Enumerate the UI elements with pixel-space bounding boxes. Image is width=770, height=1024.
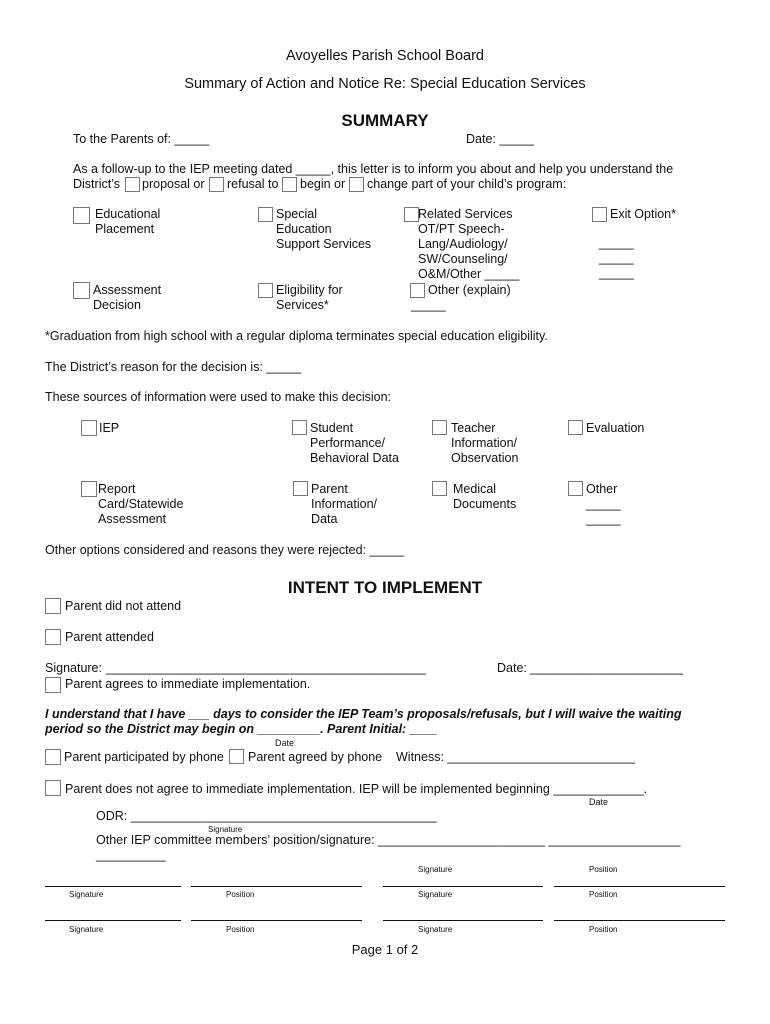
refusal-label: refusal to xyxy=(227,177,279,191)
signature-label: Signature: xyxy=(45,661,102,675)
educational-placement-checkbox[interactable] xyxy=(73,207,90,224)
member-signature-line[interactable] xyxy=(45,886,181,887)
special-education-label: Special Education Support Services xyxy=(276,207,372,251)
iep-checkbox[interactable] xyxy=(81,420,97,436)
educational-placement-label: Educational Placement xyxy=(95,207,161,236)
summary-date-field[interactable]: Date: _____ xyxy=(466,132,535,146)
intent-date-line[interactable]: ______________________ xyxy=(530,661,683,675)
parent-info-checkbox[interactable] xyxy=(293,481,308,496)
not-agree-checkbox[interactable] xyxy=(45,780,61,796)
pos-caption: Position xyxy=(589,925,618,934)
waiver-text: I understand that I have ___ days to consider the IEP Team’s proposals/refusals, but I will waive the waiting xyxy=(45,707,682,721)
report-card-checkbox[interactable] xyxy=(81,481,97,497)
evaluation-label: Evaluation xyxy=(586,421,645,435)
other-options: Other options considered and reasons they were rejected: _____ xyxy=(45,543,405,557)
to-parents-field[interactable]: To the Parents of: _____ xyxy=(73,132,210,146)
teacher-info-label: Teacher Information/ Observation xyxy=(451,421,519,465)
proposal-checkbox[interactable] xyxy=(125,177,140,192)
intro-districts: District’s xyxy=(73,177,120,191)
waiver-text-2: period so the District may begin on _________. Parent Initial: ____ xyxy=(45,722,438,736)
begin-checkbox[interactable] xyxy=(282,177,297,192)
member-position-line[interactable] xyxy=(191,886,362,887)
medical-label: Medical Documents xyxy=(453,482,517,511)
exit-option-label: Exit Option* xyxy=(610,207,677,221)
intent-heading: INTENT TO IMPLEMENT xyxy=(287,578,483,597)
related-services-label: Related Services OT/PT Speech- Lang/Audiology/ SW/Counseling/ O&M/Other _____ xyxy=(418,207,520,281)
assessment-decision-checkbox[interactable] xyxy=(73,282,90,299)
intent-date-label: Date: xyxy=(497,661,527,675)
member-signature-line[interactable] xyxy=(383,920,543,921)
not-agree-date-caption: Date xyxy=(589,797,609,807)
sig-caption: Signature xyxy=(418,925,453,934)
report-card-label: Report Card/Statewide Assessment xyxy=(98,482,184,526)
change-label: change part of your child’s program: xyxy=(367,177,567,191)
did-not-attend-checkbox[interactable] xyxy=(45,598,61,614)
member-position-line[interactable] xyxy=(554,886,725,887)
other-explain-label: Other (explain) _____ xyxy=(411,283,511,312)
graduation-note: *Graduation from high school with a regular diploma terminates special education eligibility. xyxy=(45,329,548,343)
committee-field-cont[interactable]: __________ xyxy=(96,848,166,862)
document-subtitle: Summary of Action and Notice Re: Special Education Services xyxy=(184,76,586,92)
special-education-checkbox[interactable] xyxy=(258,207,273,222)
agrees-checkbox[interactable] xyxy=(45,677,61,693)
exit-option-checkbox[interactable] xyxy=(592,207,607,222)
committee-field[interactable]: Other IEP committee members’ position/signature: ________________________ ___________________ xyxy=(96,833,681,847)
did-not-attend-label: Parent did not attend xyxy=(65,599,182,613)
sig-caption: Signature xyxy=(69,925,104,934)
teacher-info-checkbox[interactable] xyxy=(432,420,447,435)
pos-caption: Position xyxy=(226,925,255,934)
eligibility-checkbox[interactable] xyxy=(258,283,273,298)
attended-checkbox[interactable] xyxy=(45,629,61,645)
related-services-checkbox[interactable] xyxy=(404,207,419,222)
pos-caption: Position xyxy=(589,890,618,899)
not-agree-label: Parent does not agree to immediate implementation. IEP will be implemented beginning _____________. xyxy=(65,782,648,796)
member-position-line[interactable] xyxy=(191,920,362,921)
witness-field[interactable]: Witness: ___________________________ xyxy=(396,750,636,764)
agreed-phone-checkbox[interactable] xyxy=(229,749,244,764)
by-phone-label: Parent participated by phone xyxy=(64,750,224,764)
summary-heading: SUMMARY xyxy=(341,111,429,130)
proposal-label: proposal or xyxy=(142,177,205,191)
refusal-checkbox[interactable] xyxy=(209,177,224,192)
by-phone-checkbox[interactable] xyxy=(45,749,61,765)
attended-label: Parent attended xyxy=(65,630,154,644)
eligibility-label: Eligibility for Services* xyxy=(276,283,343,312)
member-position-line[interactable] xyxy=(554,920,725,921)
iep-label: IEP xyxy=(99,421,120,435)
other-source-checkbox[interactable] xyxy=(568,481,583,496)
parent-info-label: Parent Information/ Data xyxy=(311,482,378,526)
pos-caption: Position xyxy=(226,890,255,899)
agrees-label: Parent agrees to immediate implementation. xyxy=(65,677,311,691)
intro-text: As a follow-up to the IEP meeting dated _____, this letter is to inform you about and help you understand the xyxy=(73,162,674,176)
exit-option-blanks[interactable]: _____ _____ _____ xyxy=(599,236,634,280)
signature-line[interactable]: ______________________________________________ xyxy=(106,661,426,675)
medical-checkbox[interactable] xyxy=(432,481,447,496)
other-source-label: Other _____ _____ xyxy=(586,482,621,526)
committee-pos-caption: Position xyxy=(589,865,618,874)
committee-sig-caption: Signature xyxy=(418,865,453,874)
odr-field[interactable]: ODR: ____________________________________________ xyxy=(96,809,437,823)
sig-caption: Signature xyxy=(69,890,104,899)
evaluation-checkbox[interactable] xyxy=(568,420,583,435)
member-signature-line[interactable] xyxy=(383,886,543,887)
sig-caption: Signature xyxy=(418,890,453,899)
odr-signature-caption: Signature xyxy=(208,825,243,834)
sources-intro: These sources of information were used to make this decision: xyxy=(45,390,392,404)
student-performance-label: Student Performance/ Behavioral Data xyxy=(310,421,399,465)
page-number: Page 1 of 2 xyxy=(351,942,419,957)
waiver-date-caption: Date xyxy=(275,738,295,748)
assessment-decision-label: Assessment Decision xyxy=(93,283,162,312)
student-performance-checkbox[interactable] xyxy=(292,420,307,435)
org-title: Avoyelles Parish School Board xyxy=(285,48,484,64)
member-signature-line[interactable] xyxy=(45,920,181,921)
begin-label: begin or xyxy=(300,177,346,191)
agreed-phone-label: Parent agreed by phone xyxy=(248,750,383,764)
change-checkbox[interactable] xyxy=(349,177,364,192)
district-reason: The District’s reason for the decision is: _____ xyxy=(45,360,302,374)
